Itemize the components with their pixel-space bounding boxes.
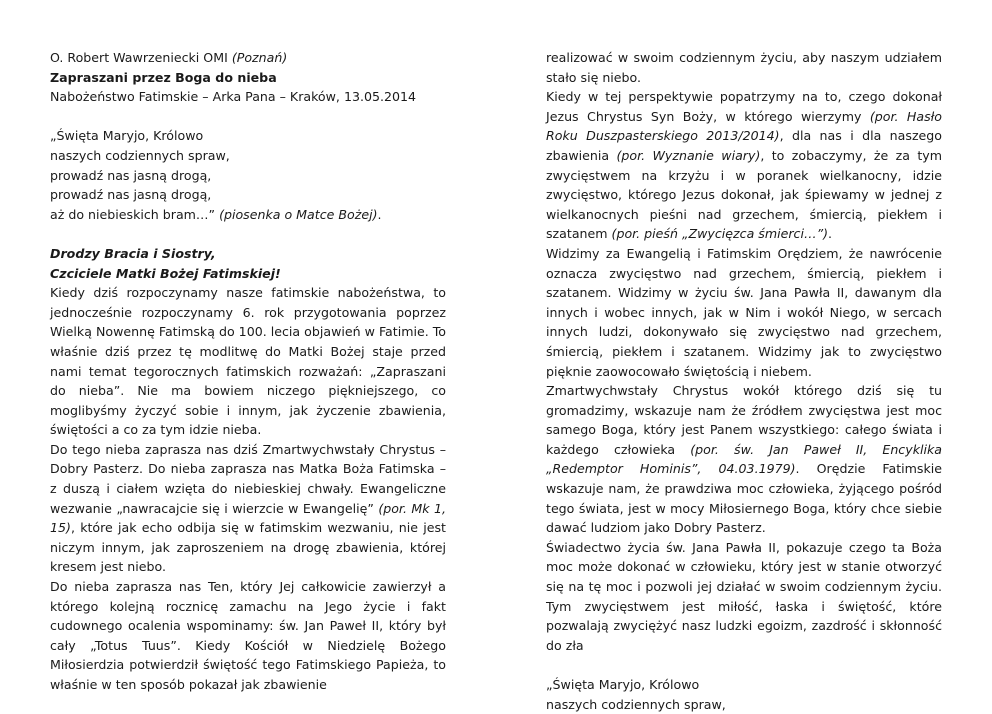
reference: (por. św. Jan Paweł II, Encyklika „Redemptor Hominis”, 04.03.1979) — [546, 441, 942, 477]
paragraph: Do tego nieba zaprasza nas dziś Zmartwychwstały Chrystus – Dobry Pasterz. Do nieba zaprasza nas Matka Boża Fatimska – z duszą i ciałem wzięta do niebieskiej chwały. Ewangeliczne wezwanie „nawracajcie się i wierzcie w Ewangelię” (por. Mk 1, 15), które jak echo odbija się w fatimskim wezwaniu, nie jest niczym innym, jak zaproszeniem na drogę zbawienia, której kresem jest niebo. — [50, 441, 446, 575]
song-line: naszych codziennych spraw, — [50, 147, 230, 163]
reference: (por. Hasło Roku Duszpasterskiego 2013/2014) — [546, 108, 942, 144]
left-column — [50, 48, 446, 695]
author-line — [50, 48, 446, 68]
paragraph: Kiedy w tej perspektywie popatrzymy na to, czego dokonał Jezus Chrystus Syn Boży, w którego wierzymy (por. Hasło Roku Duszpasterskiego 2013/2014), dla nas i dla naszego zbawienia (por. Wyznanie wiary), to zobaczymy, że za tym zwycięstwem na krzyżu i w poranek wielkanocny, idzie zwycięstwo, którego Jezus dokonał, jak śpiewamy w jednej z wielkanocnych pieśni nad grzechem, śmiercią, piekłem i szatanem (por. pieśń „Zwycięzca śmierci…”). — [546, 89, 942, 242]
reference: (por. pieśń „Zwycięzca śmierci…”) — [611, 226, 829, 242]
paragraph: Do nieba zaprasza nas Ten, który Jej całkowicie zawierzył a którego kolejną rocznicę zamachu na Jego życie i fakt cudownego ocalenia wspominamy: św. Jan Paweł II, który był cały „Totus Tuus”. Kiedy Kościół w Niedzielę Bożego Miłosierdzia potwierdził świętość tego Fatimskiego Papieża, to właśnie w ten sposób pokazał jak zbawienie — [50, 579, 446, 692]
song-line: prowadź nas jasną drogą, — [50, 167, 212, 183]
event-line: Nabożeństwo Fatimskie – Arka Pana – Kraków, 13.05.2014 — [50, 89, 417, 105]
reference: (por. Wyznanie wiary) — [616, 147, 761, 163]
song-source: (piosenka o Matce Bożej) — [219, 206, 378, 222]
song-line: prowadź nas jasną drogą, — [50, 187, 212, 203]
paragraph: Widzimy za Ewangelią i Fatimskim Orędziem, że nawrócenie oznacza zwycięstwo nad grzechem, śmiercią, piekłem i szatanem. Widzimy w życiu św. Jana Pawła II, dawanym dla innych i wobec innych, jak w Nim i wokół Niego, w sercach innych ludzi, dokonywało się zwycięstwo nad grzechem, śmiercią, piekłem i szatanem. Widzimy jak to zwycięstwo pięknie zaowocowało świętością i niebem. — [546, 245, 942, 379]
paragraph: Zmartwychwstały Chrystus wokół którego dziś się tu gromadzimy, wskazuje nam że źródłem zwycięstwa jest moc samego Boga, który jest Panem wszystkiego: całego świata i każdego człowieka (por. św. Jan Paweł II, Encyklika „Redemptor Hominis”, 04.03.1979). Orędzie Fatimskie wskazuje nam, że prawdziwa moc człowieka, żyjącego pośród tego świata, jest w mocy Miłosiernego Boga, który chce siebie dawać ludziom jako Dobry Pasterz. — [546, 383, 943, 536]
paragraph: realizować w swoim codziennym życiu, aby naszym udziałem stało się niebo. — [546, 50, 942, 85]
paragraph: Świadectwo życia św. Jana Pawła II, pokazuje czego ta Boża moc może dokonać w człowieku, który jest w stanie otworzyć się na tę moc i pozwoli jej działać w swoim codziennym życiu. Tym zwycięstwem jest miłość, łaska i świętość, które pozwalają zwyciężyć nasz ludzki egoizm, zazdrość i skłonność do zła — [546, 539, 942, 653]
paragraph: Kiedy dziś rozpoczynamy nasze fatimskie nabożeństwa, to jednocześnie rozpoczynamy 6. rok przygotowania poprzez Wielką Nowennę Fatimską do 100. lecia objawień w Fatimie. To właśnie dziś przez tę modlitwę do Matki Bożej staje przed nami temat tegorocznych fatimskich rozważań: „Zapraszani do nieba”. Nie ma bowiem niczego piękniejszego, co moglibyśmy życzyć sobie i innym, jak życzenie zbawienia, świętości a co za tym idzie nieba. — [50, 285, 446, 438]
greeting-1: Drodzy Bracia i Siostry, — [50, 245, 216, 261]
sermon-title: Zapraszani przez Boga do nieba — [50, 69, 277, 85]
song-quote — [546, 675, 942, 714]
greeting-2: Czciciele Matki Bożej Fatimskiej! — [50, 265, 281, 281]
author-place: (Poznań) — [231, 50, 288, 65]
song-line: „Święta Maryjo, Królowo — [50, 128, 204, 144]
song-line: naszych codziennych spraw, — [546, 696, 726, 712]
reference: (por. Mk 1, 15) — [50, 500, 446, 536]
author-name: O. Robert Wawrzeniecki OMI — [50, 50, 228, 65]
right-column — [546, 48, 942, 714]
song-quote — [50, 126, 446, 224]
song-line: „Święta Maryjo, Królowo — [546, 677, 700, 692]
song-line-last: aż do niebieskich bram…” (piosenka o Matce Bożej). — [50, 206, 382, 222]
